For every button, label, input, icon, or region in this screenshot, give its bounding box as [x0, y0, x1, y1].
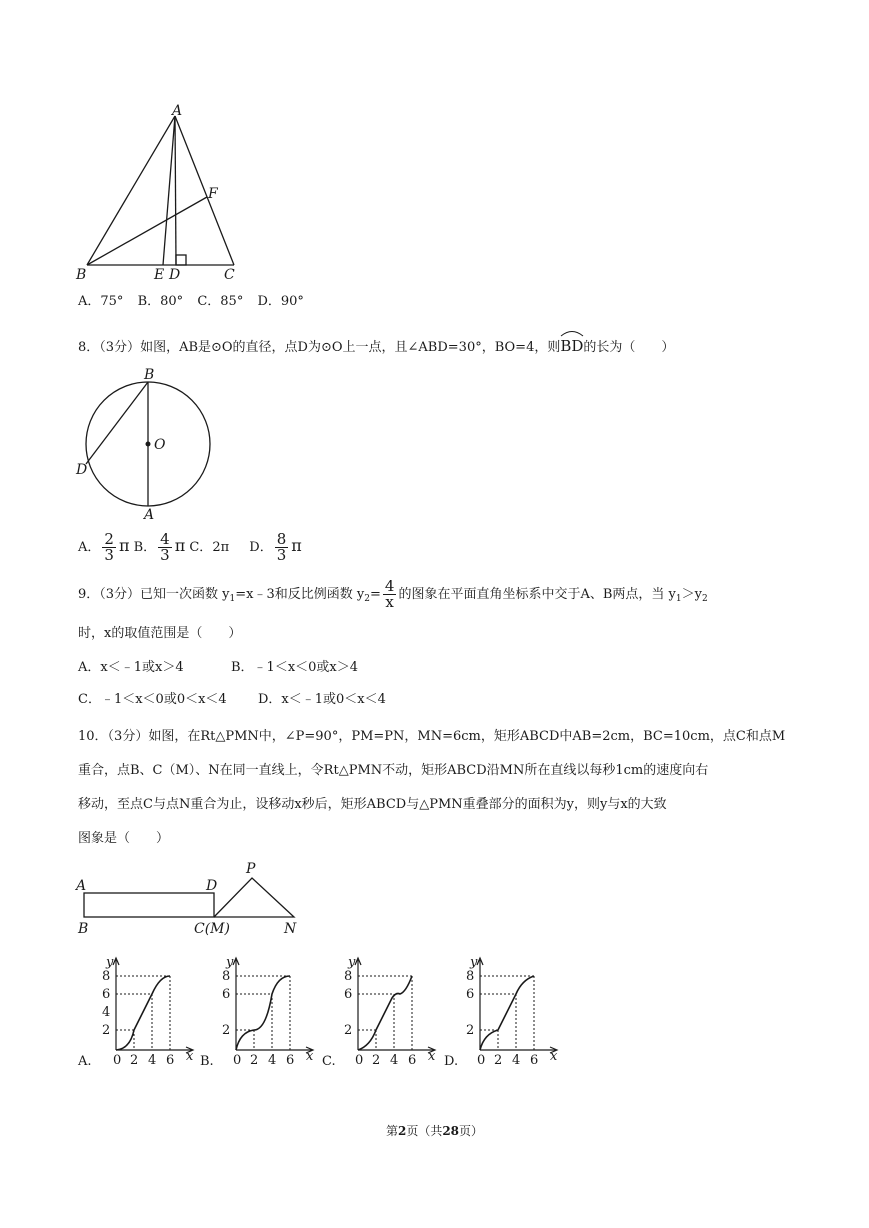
q10-graph-c-ylabel: y — [348, 955, 356, 970]
q10-graph-a-ytick-4: 4 — [102, 1005, 111, 1020]
q10-graph-c-xtick-0: 0 — [355, 1053, 364, 1068]
q8-circle-figure — [74, 366, 219, 526]
q10-graph-b-ylabel: y — [226, 955, 234, 970]
q10-graph-b-ytick-6: 6 — [222, 987, 231, 1002]
q10-graph-d-xtick-0: 0 — [477, 1053, 486, 1068]
q9-text-c: = — [369, 587, 381, 602]
q10-graph-d-ytick-6: 6 — [466, 987, 475, 1002]
q9-option-c[interactable]: C．﹣1＜x＜0或0＜x＜4 — [78, 692, 227, 707]
q10-graph-d-xtick-4: 4 — [512, 1053, 521, 1068]
q8-option-a[interactable] — [78, 530, 130, 564]
q10-graph-letter-c[interactable]: C. — [322, 1054, 336, 1069]
q10-stem-line1: 10．（3分）如图，在Rt△PMN中，∠P=90°，PM=PN，MN=6cm，矩形ABCD中AB=2cm，BC=10cm，点C和点M — [78, 729, 786, 744]
q8-stem — [78, 336, 674, 358]
q8-option-a-fraction — [102, 532, 116, 563]
q9-stem-line1 — [78, 578, 708, 616]
q10-graph-b-xtick-2: 2 — [250, 1053, 259, 1068]
q10-graph-a — [100, 950, 200, 1070]
footer-post: 页） — [459, 1124, 484, 1138]
q8-option-a-den: 3 — [104, 546, 114, 564]
q10-graph-letter-b[interactable]: B. — [200, 1054, 214, 1069]
q10-graph-d-xtick-6: 6 — [530, 1053, 539, 1068]
q9-option-a[interactable]: A．x＜﹣1或x＞4 — [78, 660, 184, 675]
q8-option-b-fraction — [158, 532, 172, 563]
q8-text-a: 如图，AB是⊙O的直径，点D为⊙O上一点，且∠ABD=30°，BO=4，则 — [140, 340, 561, 355]
q7-label-a: A — [172, 104, 183, 119]
q10-graph-d-xlabel: x — [550, 1049, 558, 1064]
q8-option-a-letter: A． — [78, 540, 101, 555]
q8-arc-label: BD — [560, 337, 584, 355]
q8-option-c-text: 2π — [212, 540, 230, 555]
q10-graph-d — [464, 950, 564, 1070]
q8-label-o: O — [154, 437, 166, 453]
q7-label-e: E — [154, 267, 165, 283]
q8-arc-bd — [560, 336, 583, 358]
q9-option-b[interactable]: B．﹣1＜x＜0或x＞4 — [231, 660, 359, 675]
q8-label-b: B — [144, 367, 155, 383]
q10-graph-a-xtick-2: 2 — [130, 1053, 139, 1068]
q8-label-d: D — [76, 462, 88, 478]
q9-option-d[interactable]: D．x＜﹣1或0＜x＜4 — [258, 692, 386, 707]
q9-text-e: ＞y — [681, 587, 702, 602]
q8-option-b-letter: B． — [133, 540, 157, 555]
q9-stem-line2: 时，x的取值范围是（ ） — [78, 626, 242, 641]
q8-option-b-den: 3 — [160, 546, 170, 564]
q10-stem-line4: 图象是（ ） — [78, 831, 170, 846]
q8-option-d[interactable] — [249, 530, 302, 564]
q10-graph-c — [342, 950, 442, 1070]
q8-option-d-num: 8 — [276, 530, 287, 548]
q10-stem-line3: 移动，至点C与点N重合为止，设移动x秒后，矩形ABCD与△PMN重叠部分的面积为y，则y与x的大致 — [78, 797, 667, 812]
q10-rect-triangle-figure — [74, 860, 304, 940]
q10-graph-c-xtick-4: 4 — [390, 1053, 399, 1068]
q7-label-c: C — [224, 267, 235, 283]
footer-mid: 页（共 — [406, 1124, 443, 1138]
q9-sub3: 1 — [675, 594, 682, 604]
footer-total-pages: 28 — [442, 1124, 460, 1138]
q7-options — [78, 292, 314, 312]
q9-text-a: 9．（3分）已知一次函数 y — [78, 587, 230, 602]
q10-graph-b-xtick-4: 4 — [268, 1053, 277, 1068]
q10-graph-letter-d[interactable]: D. — [444, 1054, 459, 1069]
q9-options-row1 — [78, 658, 358, 678]
q10-graph-b-xtick-6: 6 — [286, 1053, 295, 1068]
q8-text-b: 的长为（ ） — [583, 340, 675, 355]
q8-option-d-letter: D． — [249, 540, 273, 555]
q7-option-c[interactable]: C．85° — [197, 294, 244, 309]
q10-label-d: D — [206, 878, 218, 894]
q8-option-d-pi: π — [291, 536, 302, 555]
q10-graph-b — [220, 950, 320, 1070]
q10-graph-c-xtick-2: 2 — [372, 1053, 381, 1068]
footer-pre: 第 — [385, 1124, 398, 1138]
q9-sub2: 2 — [364, 594, 370, 604]
q7-label-b: B — [76, 267, 87, 283]
q10-label-n: N — [284, 921, 297, 937]
q7-label-f: F — [208, 186, 218, 202]
q9-frac-den: x — [385, 593, 394, 611]
q10-graph-a-xtick-0: 0 — [113, 1053, 122, 1068]
q7-option-a[interactable]: A．75° — [78, 294, 124, 309]
q10-label-b: B — [78, 921, 89, 937]
q9-text-b: =x﹣3和反比例函数 y — [235, 587, 365, 602]
q8-option-d-den: 3 — [276, 546, 287, 564]
q10-graph-a-ylabel: y — [106, 955, 114, 970]
q10-graph-a-ytick-6: 6 — [102, 987, 111, 1002]
q8-points: （3分） — [99, 340, 141, 355]
q9-frac-num: 4 — [384, 577, 395, 595]
q7-option-b[interactable]: B．80° — [137, 294, 184, 309]
q10-graph-a-xtick-6: 6 — [166, 1053, 175, 1068]
q10-graph-c-ytick-8: 8 — [344, 969, 353, 984]
q8-label-a: A — [144, 507, 155, 523]
q10-graph-c-ytick-2: 2 — [344, 1023, 353, 1038]
q8-option-b[interactable] — [133, 530, 186, 564]
q7-triangle-figure — [72, 104, 252, 284]
q10-stem-line2: 重合，点B、C（M）、N在同一直线上，令Rt△PMN不动，矩形ABCD沿MN所在直线以每秒1cm的速度向右 — [78, 763, 709, 778]
q10-graph-d-xtick-2: 2 — [494, 1053, 503, 1068]
q8-option-b-pi: π — [174, 536, 186, 555]
q8-option-a-pi: π — [118, 536, 130, 555]
q8-option-a-num: 2 — [104, 530, 114, 548]
q9-sub1: 1 — [229, 594, 236, 604]
q8-option-b-num: 4 — [160, 530, 170, 548]
q8-options — [78, 530, 302, 564]
q10-graph-c-ytick-6: 6 — [344, 987, 353, 1002]
q10-label-p: P — [246, 861, 256, 877]
q8-option-c-letter: C． — [189, 540, 213, 555]
q10-graph-a-xtick-4: 4 — [148, 1053, 157, 1068]
q9-sub4: 2 — [701, 594, 708, 604]
q10-graph-a-xlabel: x — [186, 1049, 194, 1064]
q8-option-d-fraction — [275, 532, 289, 563]
q10-graph-letter-a[interactable]: A. — [78, 1054, 92, 1069]
q7-option-d[interactable]: D．90° — [257, 294, 304, 309]
q9-options-row2 — [78, 690, 386, 710]
q10-label-a: A — [76, 878, 87, 894]
q10-graph-a-ytick-8: 8 — [102, 969, 111, 984]
page-footer — [0, 1122, 869, 1139]
q9-fraction — [383, 579, 397, 610]
q10-graph-c-xlabel: x — [428, 1049, 436, 1064]
q10-graph-c-xtick-6: 6 — [408, 1053, 417, 1068]
q8-number: 8． — [78, 340, 100, 355]
q10-graph-a-ytick-2: 2 — [102, 1023, 111, 1038]
q9-text-d: 的图象在平面直角坐标系中交于A、B两点，当 y — [398, 587, 676, 602]
footer-page-number: 2 — [397, 1124, 407, 1138]
q10-graph-d-ytick-2: 2 — [466, 1023, 475, 1038]
q10-graph-d-ytick-8: 8 — [466, 969, 475, 984]
q8-option-c[interactable] — [189, 540, 229, 555]
q10-graph-b-ytick-2: 2 — [222, 1023, 231, 1038]
q10-graph-b-xtick-0: 0 — [233, 1053, 242, 1068]
q7-label-d: D — [169, 267, 181, 283]
q10-graph-d-ylabel: y — [470, 955, 478, 970]
q10-graph-b-ytick-8: 8 — [222, 969, 231, 984]
q10-graph-b-xlabel: x — [306, 1049, 314, 1064]
q10-label-cm: C(M) — [194, 921, 230, 937]
